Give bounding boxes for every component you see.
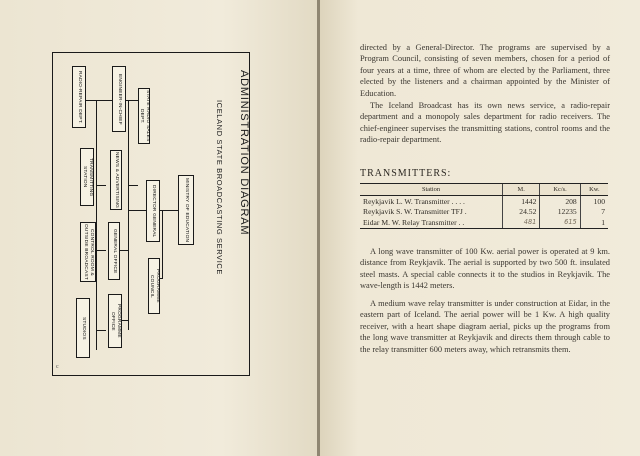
header-kcs: Kc/s. <box>540 184 580 196</box>
box-studios: STUDIOS <box>76 298 90 358</box>
wire-b2 <box>128 185 138 186</box>
header-meters: M. <box>503 184 540 196</box>
header-station: Station <box>360 184 503 196</box>
table-row <box>360 217 608 228</box>
box-control-room: CONTROL ROOM & OUTSIDE BROADCAST <box>80 222 96 282</box>
box-ministry-of-education: MINISTRY OF EDUCATION <box>178 175 194 245</box>
wire-director-branches <box>128 100 129 330</box>
paragraph-general-director: directed by a General-Director. The programs are supervised by a Program Council, consisting of seven members, chosen for a period of four years at a time, three of whom are elected by the Parliament, three elected by the listeners and a chairman appointed by the Minister of Education. <box>360 43 610 98</box>
box-news-advertising: NEWS & ADVERTISING <box>110 150 122 210</box>
wire-e4 <box>96 330 106 331</box>
box-programme-office: PROGRAMME OFFICE <box>108 294 122 348</box>
paragraph-news-service: The Iceland Broadcast has its own news service, a radio-repair department and a monopoly sales department for radio receivers. The chief-engineer supervises the transmitting stations, control rooms and the radio-repair department. <box>360 101 610 145</box>
station-name: Reykjavik S. W. Transmitter TFJ . <box>363 207 467 217</box>
box-radio-repair: RADIO-REPAIR DEPT. <box>72 66 86 128</box>
wavelength: 1442 <box>503 196 540 207</box>
wire-b1 <box>128 100 138 101</box>
wire-engineer-v <box>96 100 97 350</box>
wire-council <box>162 210 163 278</box>
frequency: 208 <box>540 196 580 207</box>
wire-e3 <box>96 250 106 251</box>
table-row <box>360 196 608 207</box>
power: 100 <box>580 196 608 207</box>
power: 7 <box>580 207 608 218</box>
diagram-title: ADMINISTRATION DIAGRAM <box>238 70 250 236</box>
diagram-subtitle: ICELAND STATE BROADCASTING SERVICE <box>215 100 224 276</box>
frequency: 12235 <box>540 207 580 218</box>
wavelength: 24.52 <box>503 207 540 218</box>
box-general-office: GENERAL OFFICE <box>108 222 120 280</box>
paragraph-medium-wave: A medium wave relay transmitter is under construction at Eidar, in the eastern part of Iceland. The aerial power will be 1 Kw. A high quality receiver, with a heart shape diagram aerial, picks up the programs from the long wave transmitter at Reykjavik and directs them through cable to the relay transmitter 600 meters away, which retransmits them. <box>360 299 610 354</box>
wavelength-handwritten: 481 <box>503 217 540 228</box>
corner-mark: c <box>56 364 59 370</box>
transmitters-table <box>360 183 608 229</box>
station-name: Eidar M. W. Relay Transmitter . . <box>360 217 503 228</box>
box-director-general: DIRECTOR GENERAL <box>146 180 160 242</box>
wire-e2 <box>96 185 106 186</box>
wire-e1 <box>86 100 96 101</box>
header-kw: Kw. <box>580 184 608 196</box>
station-name: Reykjavik L. W. Transmitter . . . . <box>363 196 465 206</box>
table-row <box>360 207 608 218</box>
paragraph-long-wave: A long wave transmitter of 100 Kw. aerial power is operated at 9 km. distance from Reykjavik. The aerial is supported by two 500 ft. insulated steel masts. A special cable connects it to the studios in Reykjavik. The wave-length is 1442 meters. <box>360 247 610 291</box>
transmitters-heading: TRANSMITTERS: <box>360 168 452 179</box>
table-header-row <box>360 184 608 196</box>
box-programme-council: PROGRAMME COUNCIL <box>148 258 160 314</box>
frequency-handwritten: 615 <box>540 217 580 228</box>
box-transmitting-station: TRANSMITTING STATION <box>80 148 94 206</box>
left-page <box>0 0 318 456</box>
box-engineer-in-chief: ENGINEER-IN-CHIEF <box>112 66 126 132</box>
power: 1 <box>580 217 608 228</box>
box-state-radio-sales: STATE RADIO SALES DEPT. <box>138 88 150 144</box>
wire-director-left <box>128 210 146 211</box>
